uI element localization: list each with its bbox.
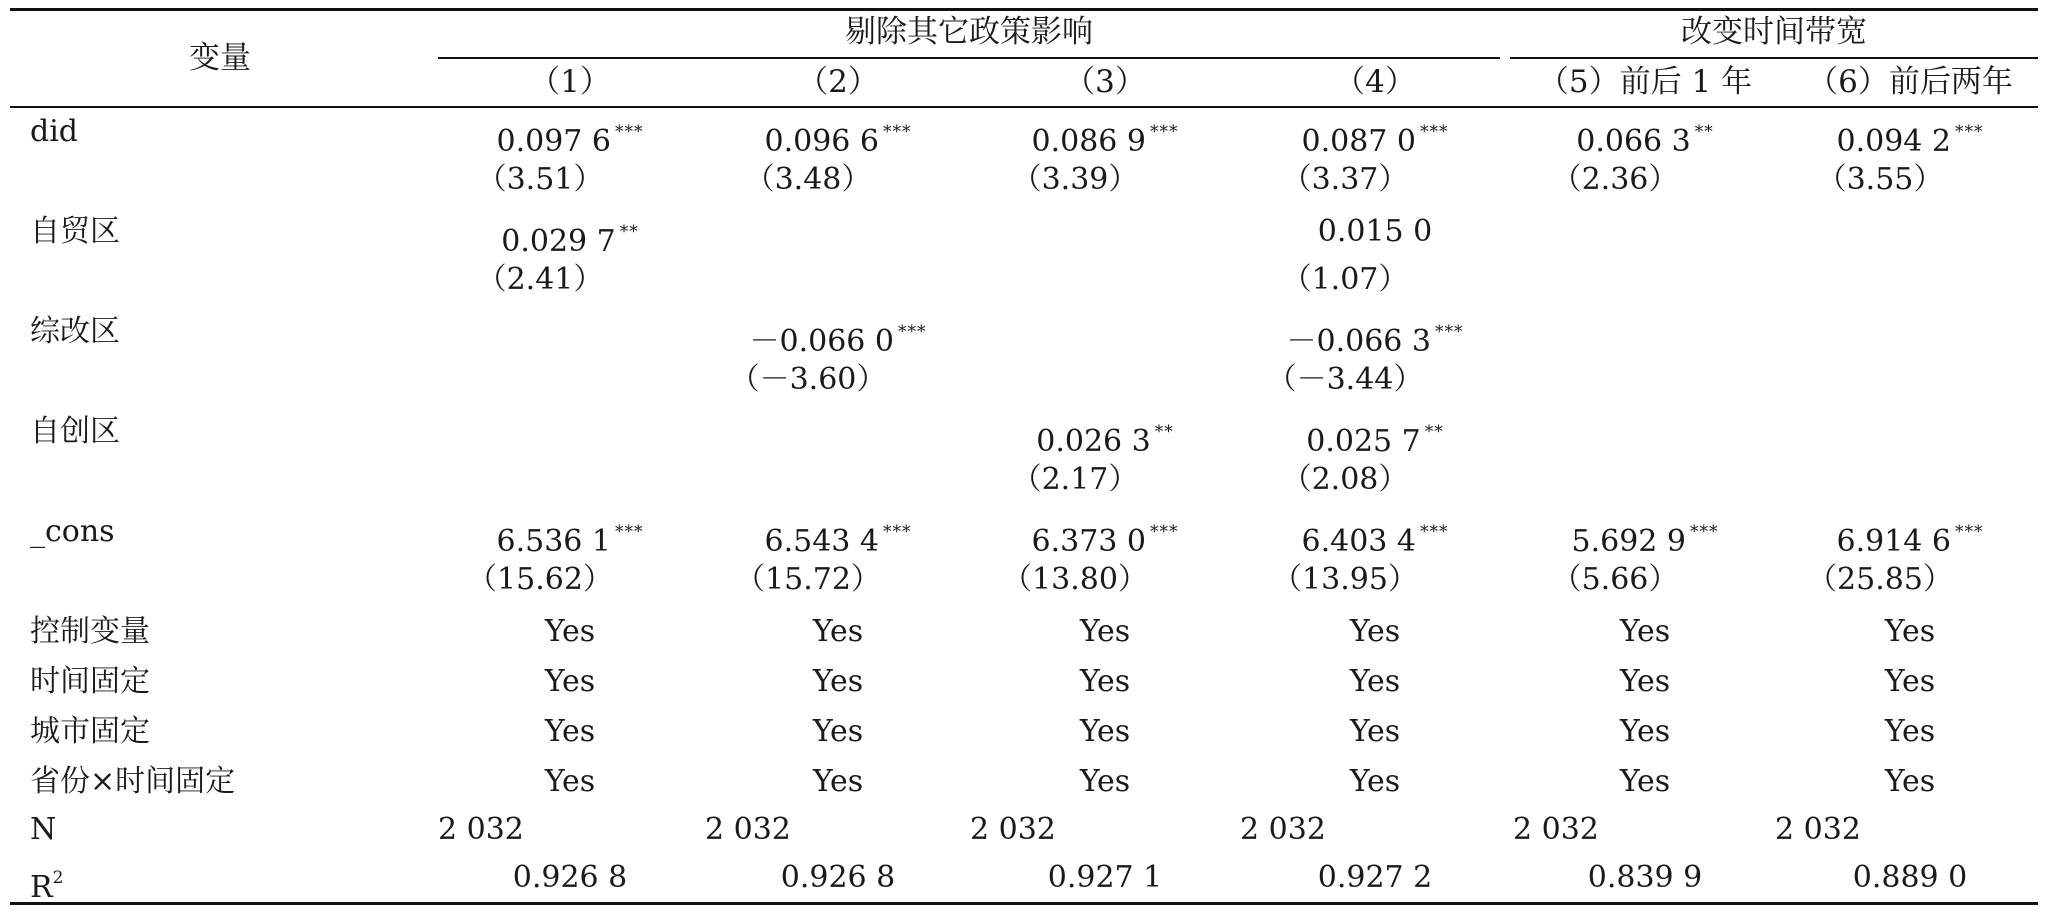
n-value: 2 032 — [1775, 812, 1861, 847]
control-value: Yes — [544, 714, 596, 749]
control-row-label: 控制变量 — [30, 614, 150, 649]
control-value: Yes — [1079, 664, 1131, 699]
control-value: Yes — [544, 664, 596, 699]
coef-cell — [1250, 412, 1500, 459]
control-row-label: 城市固定 — [30, 714, 150, 749]
control-value: Yes — [812, 714, 864, 749]
control-value: Yes — [1079, 764, 1131, 799]
coef-cell — [1250, 112, 1500, 159]
r2-value: 0.927 2 — [1317, 860, 1433, 895]
significance-stars: *** — [1420, 522, 1449, 542]
coef-value: 5.692 9 — [1571, 524, 1686, 559]
coef-cell — [1785, 512, 2035, 559]
control-value: Yes — [812, 614, 864, 649]
header-column-3: （3） — [1064, 64, 1146, 100]
t-stat-cell: （－3.44） — [1266, 362, 1424, 397]
coef-value: 0.029 7 — [501, 224, 616, 259]
t-stat-cell: （15.72） — [735, 562, 881, 597]
significance-stars: *** — [898, 322, 927, 342]
t-stat-cell: （3.55） — [1816, 162, 1944, 197]
control-value: Yes — [1619, 614, 1671, 649]
t-stat-cell: （3.48） — [744, 162, 872, 197]
n-value: 2 032 — [970, 812, 1056, 847]
control-value: Yes — [1884, 614, 1936, 649]
coef-cell — [445, 112, 695, 159]
header-column-4: （4） — [1334, 64, 1416, 100]
significance-stars: ** — [1694, 122, 1714, 142]
coef-value: －0.066 0 — [749, 324, 894, 359]
row-label: 自贸区 — [30, 214, 120, 249]
significance-stars: *** — [615, 522, 644, 542]
control-value: Yes — [1884, 714, 1936, 749]
t-stat-cell: （－3.60） — [729, 362, 887, 397]
coef-cell — [445, 212, 695, 259]
header-group-policy: 剔除其它政策影响 — [845, 14, 1093, 50]
coef-cell — [1520, 112, 1770, 159]
t-stat-cell: （13.95） — [1272, 562, 1418, 597]
coef-value: 0.025 7 — [1306, 424, 1421, 459]
r2-row-label — [30, 858, 230, 905]
significance-stars: *** — [1150, 522, 1179, 542]
coef-value: －0.066 3 — [1286, 324, 1431, 359]
coef-value: 0.026 3 — [1036, 424, 1151, 459]
t-stat-cell: （3.51） — [476, 162, 604, 197]
significance-stars: *** — [1420, 122, 1449, 142]
coef-value: 0.015 0 — [1317, 214, 1433, 249]
control-value: Yes — [1079, 714, 1131, 749]
r2-value: 0.839 9 — [1587, 860, 1703, 895]
coef-value: 6.914 6 — [1836, 524, 1951, 559]
row-label: 自创区 — [30, 414, 120, 449]
significance-stars: *** — [883, 122, 912, 142]
coef-value: 6.536 1 — [496, 524, 611, 559]
row-label: 综改区 — [30, 314, 120, 349]
t-stat-cell: （2.36） — [1551, 162, 1679, 197]
control-row-label: 省份×时间固定 — [30, 764, 236, 799]
t-stat-cell: （3.39） — [1011, 162, 1139, 197]
control-value: Yes — [1619, 714, 1671, 749]
coef-cell — [980, 412, 1230, 459]
coef-value: 0.096 6 — [764, 124, 879, 159]
n-row-label: N — [30, 812, 57, 847]
t-stat-cell: （5.66） — [1551, 562, 1679, 597]
control-value: Yes — [1349, 614, 1401, 649]
header-column-5: （5）前后 1 年 — [1537, 64, 1753, 100]
r2-value: 0.926 8 — [512, 860, 628, 895]
control-value: Yes — [1349, 664, 1401, 699]
coef-value: 0.066 3 — [1576, 124, 1691, 159]
header-rule — [10, 106, 2038, 108]
row-label: _cons — [30, 514, 115, 549]
control-value: Yes — [1619, 664, 1671, 699]
r2-value: 0.926 8 — [780, 860, 896, 895]
t-stat-cell: （25.85） — [1807, 562, 1953, 597]
row-label: did — [30, 114, 79, 149]
significance-stars: *** — [1955, 122, 1984, 142]
control-value: Yes — [1619, 764, 1671, 799]
r2-value: 0.889 0 — [1852, 860, 1968, 895]
significance-stars: *** — [883, 522, 912, 542]
coef-value: 0.097 6 — [496, 124, 611, 159]
t-stat-cell: （2.41） — [476, 262, 604, 297]
t-stat-cell: （2.08） — [1281, 462, 1409, 497]
significance-stars: *** — [1690, 522, 1719, 542]
significance-stars: ** — [619, 222, 639, 242]
header-column-2: （2） — [797, 64, 879, 100]
header-column-6: （6）前后两年 — [1807, 64, 2013, 100]
control-value: Yes — [544, 764, 596, 799]
significance-stars: ** — [1424, 422, 1444, 442]
n-value: 2 032 — [705, 812, 791, 847]
coef-value: 0.087 0 — [1301, 124, 1416, 159]
coef-value: 6.543 4 — [764, 524, 879, 559]
control-value: Yes — [1884, 664, 1936, 699]
t-stat-cell: （1.07） — [1281, 262, 1409, 297]
top-rule — [10, 8, 2038, 11]
coef-cell — [713, 512, 963, 559]
r2-value: 0.927 1 — [1047, 860, 1163, 895]
t-stat-cell: （3.37） — [1281, 162, 1409, 197]
t-stat-cell: （13.80） — [1002, 562, 1148, 597]
coef-value: 0.094 2 — [1836, 124, 1951, 159]
significance-stars: *** — [615, 122, 644, 142]
control-value: Yes — [1079, 614, 1131, 649]
coef-cell — [1785, 112, 2035, 159]
header-column-1: （1） — [529, 64, 611, 100]
coef-value: 0.086 9 — [1031, 124, 1146, 159]
group2-underline — [1510, 57, 2038, 59]
coef-value: 6.403 4 — [1301, 524, 1416, 559]
control-value: Yes — [812, 664, 864, 699]
coef-cell — [1250, 212, 1500, 252]
t-stat-cell: （2.17） — [1011, 462, 1139, 497]
coef-cell — [713, 312, 963, 359]
coef-cell — [713, 112, 963, 159]
group1-underline — [438, 57, 1500, 59]
significance-stars: *** — [1435, 322, 1464, 342]
r2-label-text: R — [30, 870, 53, 905]
coef-cell — [445, 512, 695, 559]
control-value: Yes — [544, 614, 596, 649]
header-group-bandwidth: 改变时间带宽 — [1681, 14, 1867, 50]
header-variable-label: 变量 — [189, 40, 251, 76]
n-value: 2 032 — [438, 812, 524, 847]
coef-cell — [1250, 512, 1500, 559]
significance-stars: *** — [1955, 522, 1984, 542]
significance-stars: *** — [1150, 122, 1179, 142]
coef-cell — [980, 512, 1230, 559]
t-stat-cell: （15.62） — [467, 562, 613, 597]
bottom-rule — [10, 902, 2038, 905]
control-row-label: 时间固定 — [30, 664, 150, 699]
coef-cell — [980, 112, 1230, 159]
coef-value: 6.373 0 — [1031, 524, 1146, 559]
significance-stars: ** — [1154, 422, 1174, 442]
r2-label-superscript: 2 — [52, 868, 64, 888]
control-value: Yes — [812, 764, 864, 799]
control-value: Yes — [1884, 764, 1936, 799]
n-value: 2 032 — [1513, 812, 1599, 847]
coef-cell — [1520, 512, 1770, 559]
n-value: 2 032 — [1240, 812, 1326, 847]
control-value: Yes — [1349, 764, 1401, 799]
coef-cell — [1250, 312, 1500, 359]
control-value: Yes — [1349, 714, 1401, 749]
